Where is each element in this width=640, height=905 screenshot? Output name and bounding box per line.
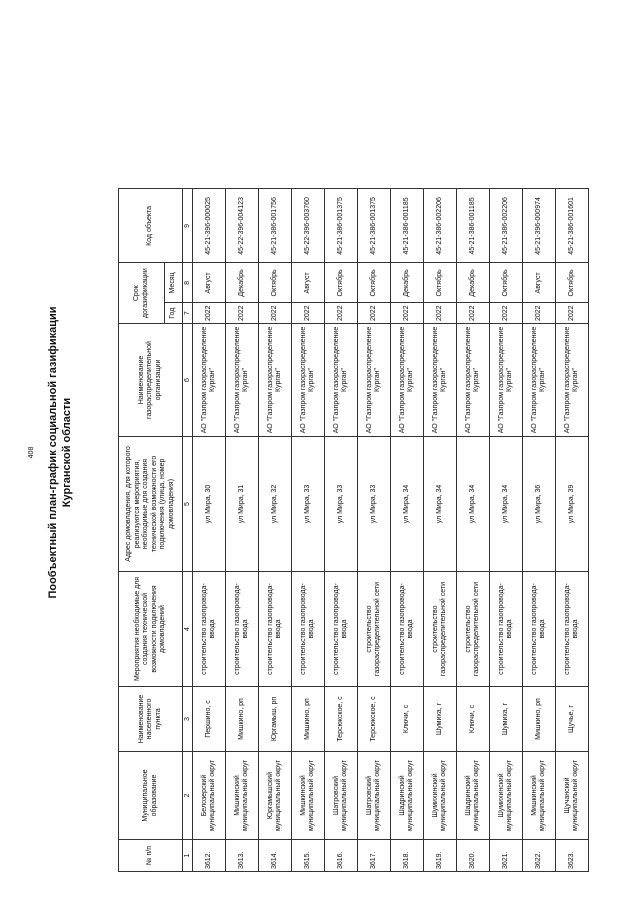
settlement-cell: Мишкино, рп [523, 687, 556, 752]
col-number: 6 [183, 324, 193, 437]
gasification-table [118, 188, 589, 872]
month-cell: Октябрь [490, 263, 523, 303]
page-number: 408 [28, 446, 35, 459]
col-number: 3 [183, 687, 193, 752]
year-cell: 2022 [490, 303, 523, 324]
settlement-cell: Шумиха, г [424, 687, 457, 752]
code-cell: 45-21-386-001185 [457, 189, 490, 263]
table-row [193, 189, 226, 872]
header-code: Код объекта [119, 189, 183, 263]
settlement-cell: Першино, с [193, 687, 226, 752]
municipality-cell: Мишкинский муниципальный округ [523, 752, 556, 840]
row-number: 3617. [358, 840, 391, 872]
municipality-cell: Мишкинский муниципальный округ [226, 752, 259, 840]
row-number: 3618. [391, 840, 424, 872]
header-month: Месяц [165, 263, 183, 303]
title-line-1: Пообъектный план-график социальной газификации [47, 306, 59, 599]
address-cell: ул Мира, 31 [226, 437, 259, 572]
table-row [523, 189, 556, 872]
organization-cell: АО "Газпром газораспределение Курган" [523, 324, 556, 437]
settlement-cell: Щучье, г [556, 687, 589, 752]
organization-cell: АО "Газпром газораспределение Курган" [556, 324, 589, 437]
municipality-cell: Мишкинский муниципальный округ [292, 752, 325, 840]
row-number: 3619. [424, 840, 457, 872]
col-number: 2 [183, 752, 193, 840]
row-number: 3614. [259, 840, 292, 872]
year-cell: 2022 [292, 303, 325, 324]
row-number: 3622. [523, 840, 556, 872]
address-cell: ул Мира, 32 [259, 437, 292, 572]
organization-cell: АО "Газпром газораспределение Курган" [490, 324, 523, 437]
organization-cell: АО "Газпром газораспределение Курган" [259, 324, 292, 437]
month-cell: Август [523, 263, 556, 303]
address-cell: ул Мира, 39 [556, 437, 589, 572]
settlement-cell: Терсюкское, с [325, 687, 358, 752]
month-cell: Август [292, 263, 325, 303]
row-number: 3621. [490, 840, 523, 872]
col-number: 7 [183, 303, 193, 324]
code-cell: 45-21-386-001375 [325, 189, 358, 263]
measure-cell: строительство газопровода-ввода [556, 572, 589, 687]
code-cell: 45-21-386-001375 [358, 189, 391, 263]
address-cell: ул Мира, 30 [193, 437, 226, 572]
year-cell: 2022 [193, 303, 226, 324]
municipality-cell: Шадринский муниципальный округ [391, 752, 424, 840]
row-number: 3620. [457, 840, 490, 872]
table-row [226, 189, 259, 872]
settlement-cell: Терсюкское, с [358, 687, 391, 752]
row-number: 3616. [325, 840, 358, 872]
address-cell: ул Мира, 33 [358, 437, 391, 572]
code-cell: 45-22-396-004123 [226, 189, 259, 263]
settlement-cell: Мишкино, рп [226, 687, 259, 752]
address-cell: ул Мира, 34 [457, 437, 490, 572]
row-number: 3612. [193, 840, 226, 872]
organization-cell: АО "Газпром газораспределение Курган" [193, 324, 226, 437]
municipality-cell: Шадринский муниципальный округ [457, 752, 490, 840]
table-row [292, 189, 325, 872]
measure-cell: строительство газопровода-ввода [193, 572, 226, 687]
code-cell: 45-21-386-001601 [556, 189, 589, 263]
row-number: 3613. [226, 840, 259, 872]
header-year: Год [165, 303, 183, 324]
table-row [391, 189, 424, 872]
month-cell: Декабрь [391, 263, 424, 303]
code-cell: 45-21-386-001185 [391, 189, 424, 263]
table-body [193, 189, 589, 872]
municipality-cell: Шатровский муниципальный округ [325, 752, 358, 840]
municipality-cell: Щучанский муниципальный округ [556, 752, 589, 840]
municipality-cell: Шумихинский муниципальный округ [424, 752, 457, 840]
measure-cell: строительство газораспределительной сети [358, 572, 391, 687]
organization-cell: АО "Газпром газораспределение Курган" [226, 324, 259, 437]
month-cell: Август [193, 263, 226, 303]
settlement-cell: Ключи, с [391, 687, 424, 752]
table-row [325, 189, 358, 872]
address-cell: ул Мира, 36 [523, 437, 556, 572]
organization-cell: АО "Газпром газораспределение Курган" [325, 324, 358, 437]
month-cell: Октябрь [556, 263, 589, 303]
code-cell: 45-21-386-002206 [490, 189, 523, 263]
organization-cell: АО "Газпром газораспределение Курган" [391, 324, 424, 437]
year-cell: 2022 [556, 303, 589, 324]
address-cell: ул Мира, 33 [292, 437, 325, 572]
header-municipality: Муниципальное образование [119, 752, 183, 840]
table-row [457, 189, 490, 872]
year-cell: 2022 [325, 303, 358, 324]
code-cell: 45-21-386-002206 [424, 189, 457, 263]
year-cell: 2022 [391, 303, 424, 324]
organization-cell: АО "Газпром газораспределение Курган" [292, 324, 325, 437]
measure-cell: строительство газопровода-ввода [391, 572, 424, 687]
settlement-cell: Ключи, с [457, 687, 490, 752]
header-address: Адрес домовладения, для которого реализуются мероприятия, необходимые для создания технической возможности его подключения (улица, номер домовладения) [119, 437, 183, 572]
month-cell: Октябрь [259, 263, 292, 303]
document-title [46, 0, 74, 905]
col-number: 1 [183, 840, 193, 872]
table-row [556, 189, 589, 872]
measure-cell: строительство газораспределительной сети [424, 572, 457, 687]
organization-cell: АО "Газпром газораспределение Курган" [457, 324, 490, 437]
header-organization: Наименование газораспределительной организации [119, 324, 183, 437]
year-cell: 2022 [457, 303, 490, 324]
municipality-cell: Шумихинский муниципальный округ [490, 752, 523, 840]
col-number: 8 [183, 263, 193, 303]
year-cell: 2022 [226, 303, 259, 324]
municipality-cell: Шатровский муниципальный округ [358, 752, 391, 840]
table-row [424, 189, 457, 872]
code-cell: 45-21-386-001756 [259, 189, 292, 263]
municipality-cell: Белозерский муниципальный округ [193, 752, 226, 840]
col-number: 5 [183, 437, 193, 572]
month-cell: Октябрь [325, 263, 358, 303]
row-number: 3615. [292, 840, 325, 872]
row-number: 3623. [556, 840, 589, 872]
organization-cell: АО "Газпром газораспределение Курган" [358, 324, 391, 437]
settlement-cell: Юргамыш, рп [259, 687, 292, 752]
code-cell: 45-22-396-003760 [292, 189, 325, 263]
header-measures: Мероприятия необходимые для создания технической возможности подключения домовладений [119, 572, 183, 687]
month-cell: Октябрь [424, 263, 457, 303]
settlement-cell: Шумиха, г [490, 687, 523, 752]
municipality-cell: Юргамышский муниципальный округ [259, 752, 292, 840]
year-cell: 2022 [259, 303, 292, 324]
table-row [259, 189, 292, 872]
month-cell: Октябрь [358, 263, 391, 303]
measure-cell: строительство газопровода-ввода [490, 572, 523, 687]
settlement-cell: Мишкино, рп [292, 687, 325, 752]
table-row [358, 189, 391, 872]
address-cell: ул Мира, 34 [490, 437, 523, 572]
header-settlement: Наименование населенного пункта [119, 687, 183, 752]
measure-cell: строительство газопровода-ввода [523, 572, 556, 687]
header-deadline: Срок догазификации [119, 263, 165, 324]
measure-cell: строительство газопровода-ввода [226, 572, 259, 687]
year-cell: 2022 [523, 303, 556, 324]
measure-cell: строительство газопровода-ввода [259, 572, 292, 687]
header-no: № п/п [119, 840, 183, 872]
measure-cell: строительство газопровода-ввода [325, 572, 358, 687]
code-cell: 45-21-396-000025 [193, 189, 226, 263]
table-row [490, 189, 523, 872]
address-cell: ул Мира, 34 [424, 437, 457, 572]
measure-cell: строительство газопровода-ввода [292, 572, 325, 687]
month-cell: Декабрь [226, 263, 259, 303]
address-cell: ул Мира, 34 [391, 437, 424, 572]
organization-cell: АО "Газпром газораспределение Курган" [424, 324, 457, 437]
month-cell: Декабрь [457, 263, 490, 303]
col-number: 4 [183, 572, 193, 687]
code-cell: 45-21-396-000974 [523, 189, 556, 263]
col-number: 9 [183, 189, 193, 263]
year-cell: 2022 [424, 303, 457, 324]
measure-cell: строительство газораспределительной сети [457, 572, 490, 687]
address-cell: ул Мира, 33 [325, 437, 358, 572]
year-cell: 2022 [358, 303, 391, 324]
title-line-2: Курганской области [61, 397, 73, 508]
